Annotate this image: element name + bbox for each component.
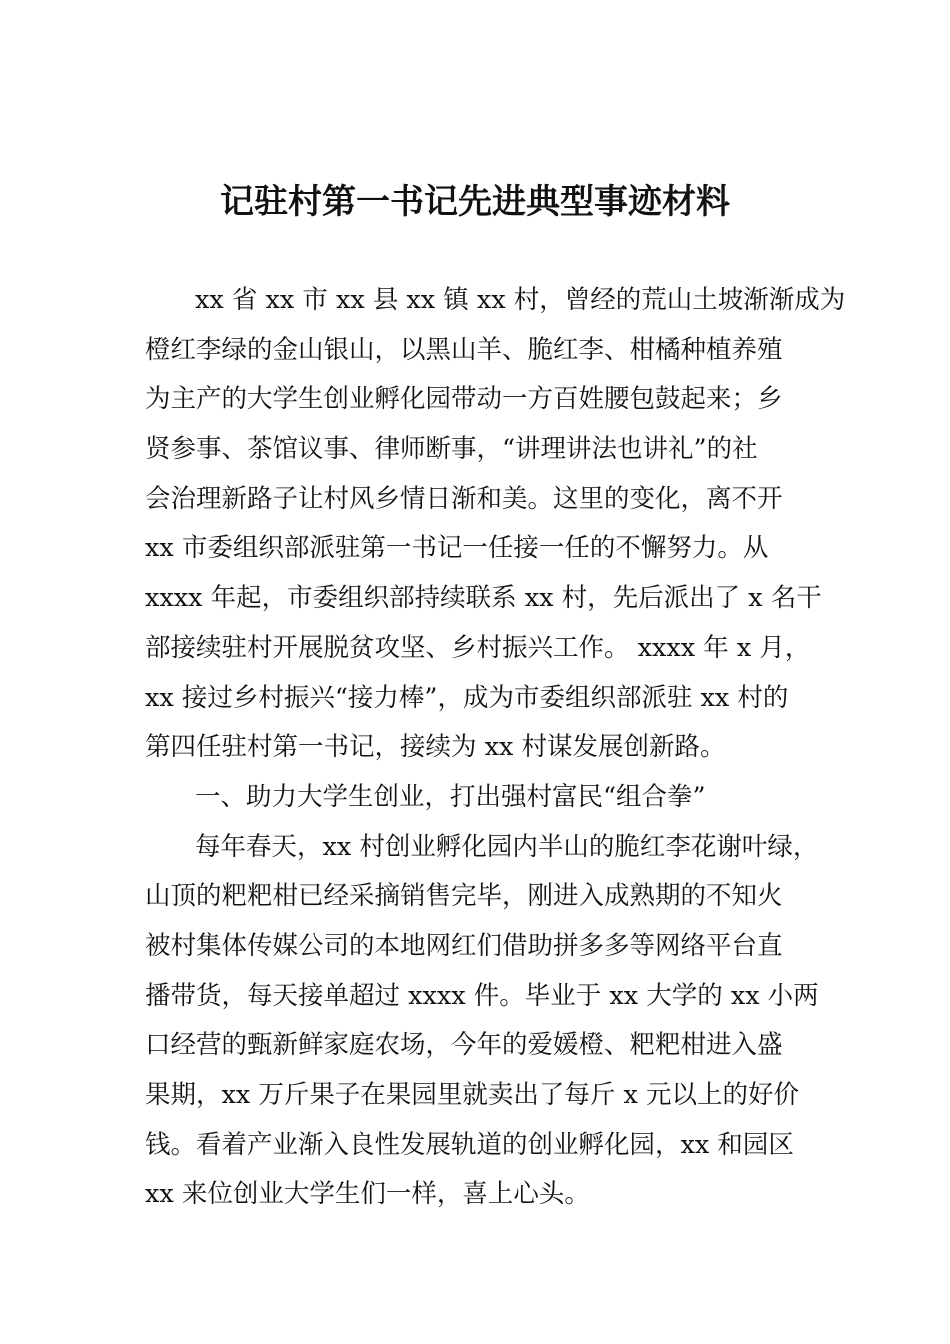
paragraph-2-line: 被村集体传媒公司的本地网红们借助拼多多等网络平台直	[145, 930, 783, 961]
paragraph-1-line: xx 市委组织部派驻第一书记一任接一任的不懈努力。从	[145, 533, 769, 564]
paragraph-1-line: 为主产的大学生创业孵化园带动一方百姓腰包鼓起来；乡	[145, 384, 783, 415]
paragraph-1-line: 会治理新路子让村风乡情日渐和美。这里的变化，离不开	[145, 483, 783, 514]
paragraph-1-line: 第四任驻村第一书记，接续为 xx 村谋发展创新路。	[145, 732, 726, 763]
paragraph-2-line: 钱。看着产业渐入良性发展轨道的创业孵化园，xx 和园区	[145, 1129, 794, 1160]
paragraph-1-line: 橙红李绿的金山银山，以黑山羊、脆红李、柑橘种植养殖	[145, 334, 783, 365]
document-body	[145, 276, 845, 1220]
paragraph-1-line: xx 接过乡村振兴“接力棒”，成为市委组织部派驻 xx 村的	[145, 682, 789, 713]
paragraph-1-line: xx 省 xx 市 xx 县 xx 镇 xx 村，曾经的荒山土坡渐渐成为	[195, 285, 846, 315]
paragraph-2-line: xx 来位创业大学生们一样，喜上心头。	[145, 1179, 590, 1210]
section-heading: 一、助力大学生创业，打出强村富民“组合拳”	[195, 781, 706, 812]
paragraph-1-line: xxxx 年起，市委组织部持续联系 xx 村，先后派出了 x 名干	[145, 583, 822, 614]
paragraph-1-line: 部接续驻村开展脱贫攻坚、乡村振兴工作。 xxxx 年 x 月，	[145, 632, 811, 663]
paragraph-1-line: 贤参事、茶馆议事、律师断事，“讲理讲法也讲礼”的社	[145, 434, 758, 465]
paragraph-2-line: 果期，xx 万斤果子在果园里就卖出了每斤 x 元以上的好价	[145, 1080, 799, 1110]
document-title: 记驻村第一书记先进典型事迹材料	[220, 182, 730, 222]
paragraph-2-line: 每年春天，xx 村创业孵化园内半山的脆红李花谢叶绿，	[195, 831, 819, 862]
paragraph-2-line: 播带货，每天接单超过 xxxx 件。毕业于 xx 大学的 xx 小两	[145, 980, 819, 1011]
paragraph-2-line: 口经营的甄新鲜家庭农场，今年的爱媛橙、粑粑柑进入盛	[145, 1030, 783, 1061]
paragraph-2-line: 山顶的粑粑柑已经采摘销售完毕，刚进入成熟期的不知火	[145, 881, 783, 912]
